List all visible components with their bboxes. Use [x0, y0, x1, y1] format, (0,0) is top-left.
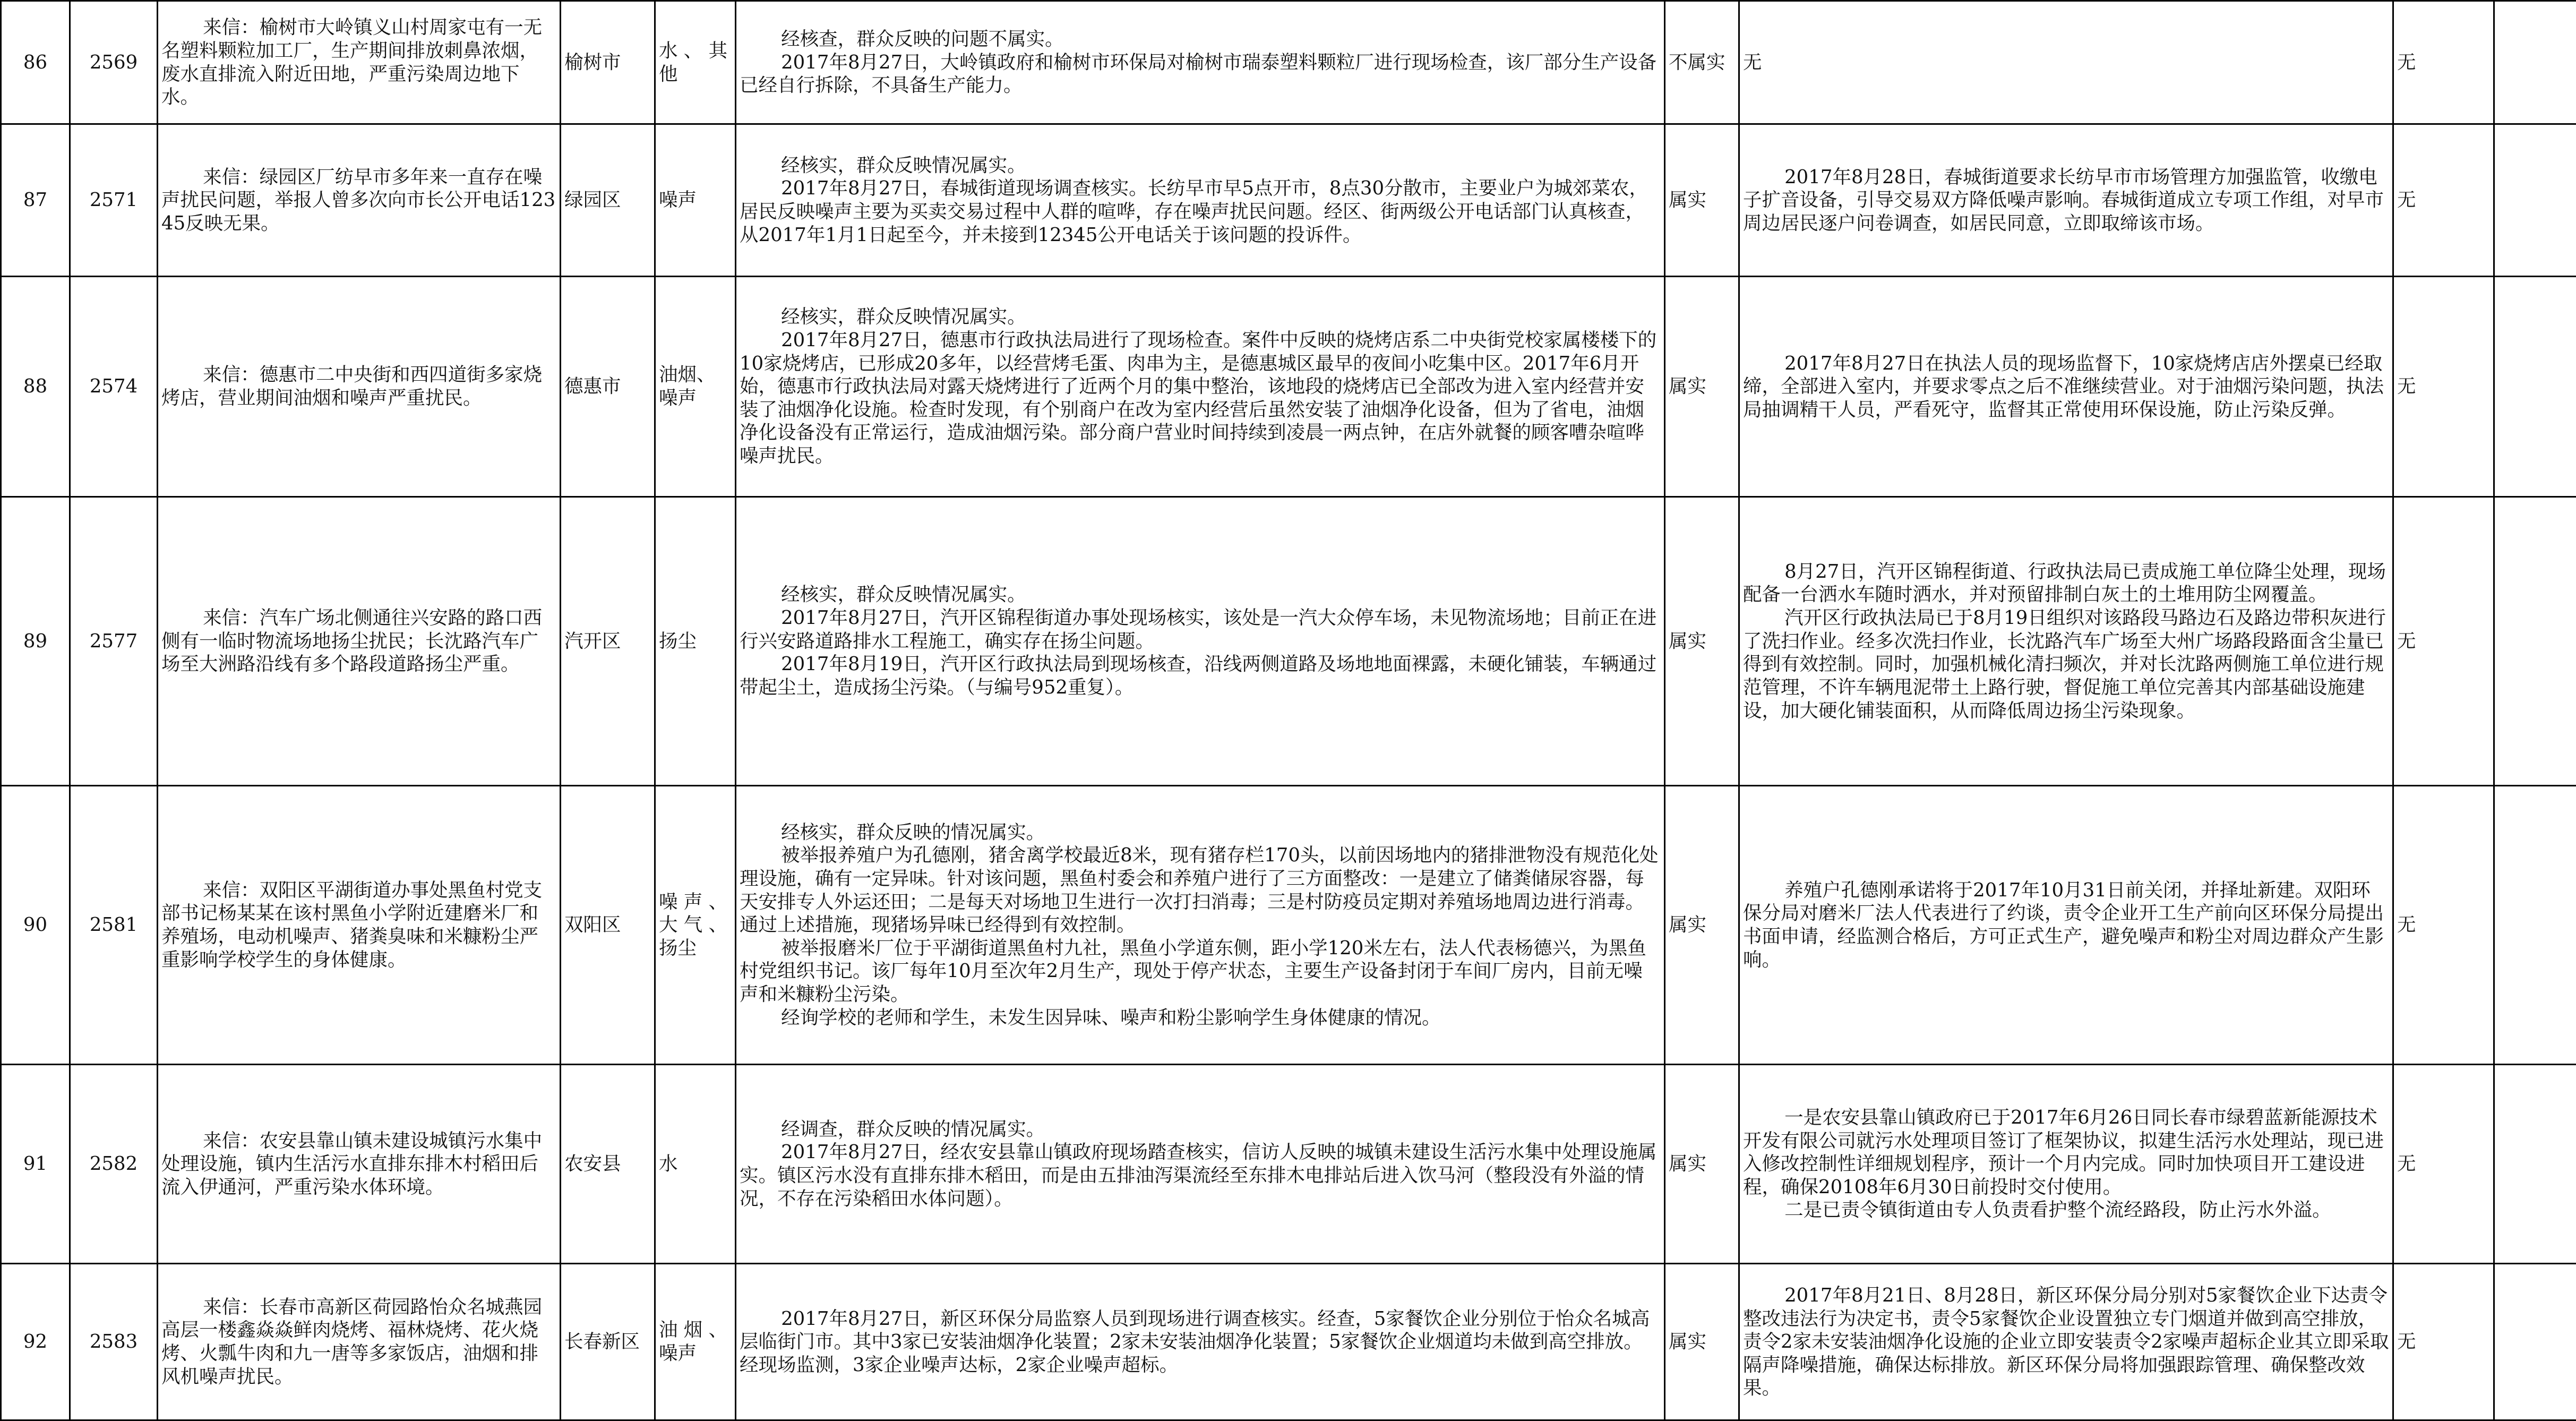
table-row [1, 277, 2576, 497]
case-number: 2583 [70, 1264, 158, 1420]
handling-result-paragraph: 二是已责令镇街道由专人负责看护整个流经路段，防止污水外溢。 [1743, 1199, 2389, 1222]
empty-cell [2494, 277, 2576, 497]
verdict: 不属实 [1665, 1, 1739, 124]
accountability: 无 [2393, 1065, 2494, 1264]
pollution-type: 噪 声 、大 气 、扬尘 [655, 786, 736, 1065]
empty-cell [2494, 786, 2576, 1065]
handling-result [1739, 1, 2393, 124]
handling-result-paragraph: 汽开区行政执法局已于8月19日组织对该路段马路边石及路边带积灰进行了洗扫作业。经多次洗扫作业，长沈路汽车广场至大州广场路段路面含尘量已得到有效控制。同时，加强机械化清扫频次，并对长沈路两侧施工单位进行规范管理，不许车辆甩泥带土上路行驶，督促施工单位完善其内部基础设施建设，加大硬化铺装面积，从而降低周边扬尘污染现象。 [1743, 606, 2389, 722]
row-index: 88 [1, 277, 70, 497]
complaint-text: 来信：双阳区平湖街道办事处黑鱼村党支部书记杨某某在该村黑鱼小学附近建磨米厂和养殖场，电动机噪声、猪粪臭味和米糠粉尘严重影响学校学生的身体健康。 [161, 879, 556, 972]
table-row [1, 1, 2576, 124]
complaint-content [158, 786, 561, 1065]
investigation-finding-paragraph: 2017年8月27日，春城街道现场调查核实。长纺早市早5点开市，8点30分散市，主要业户为城郊菜农，居民反映噪声主要为买卖交易过程中人群的喧哗，存在噪声扰民问题。经区、街两级公开电话部门认真核查，从2017年1月1日起至今，并未接到12345公开电话关于该问题的投诉件。 [740, 177, 1661, 246]
pollution-type: 噪声 [655, 124, 736, 277]
investigation-finding-paragraph: 被举报养殖户为孔德刚，猪舍离学校最近8米，现有猪存栏170头，以前因场地内的猪排泄物没有规范化处理设施，确有一定异味。针对该问题，黑鱼村委会和养殖户进行了三方面整改：一是建立了储粪储尿容器，每天安排专人外运还田；二是每天对场地卫生进行一次打扫消毒；三是村防疫员定期对养殖场地周边进行消毒。通过上述措施，现猪场异味已经得到有效控制。 [740, 844, 1661, 937]
investigation-finding-paragraph: 经核实，群众反映情况属实。 [740, 583, 1661, 606]
row-index: 86 [1, 1, 70, 124]
investigation-finding [736, 1264, 1665, 1420]
empty-cell [2494, 1065, 2576, 1264]
verdict: 属实 [1665, 1264, 1739, 1420]
case-number: 2581 [70, 786, 158, 1065]
pollution-type: 水 [655, 1065, 736, 1264]
investigation-finding-paragraph: 2017年8月27日，经农安县靠山镇政府现场踏查核实，信访人反映的城镇未建设生活污水集中处理设施属实。镇区污水没有直排东排木稻田，而是由五排油泻渠流经至东排木电排站后进入饮马河（整段没有外溢的情况，不存在污染稻田水体问题）。 [740, 1141, 1661, 1210]
complaint-content [158, 497, 561, 786]
investigation-finding-paragraph: 经核实，群众反映的情况属实。 [740, 821, 1661, 844]
complaint-text: 来信：绿园区厂纺早市多年来一直存在噪声扰民问题，举报人曾多次向市长公开电话12345反映无果。 [161, 166, 556, 235]
verdict: 属实 [1665, 786, 1739, 1065]
accountability: 无 [2393, 786, 2494, 1065]
table-row [1, 497, 2576, 786]
investigation-finding [736, 786, 1665, 1065]
investigation-finding-paragraph: 2017年8月19日，汽开区行政执法局到现场核查，沿线两侧道路及场地地面裸露，未硬化铺装，车辆通过带起尘土，造成扬尘污染。（与编号952重复）。 [740, 653, 1661, 699]
investigation-finding-paragraph: 经核查，群众反映的问题不属实。 [740, 28, 1661, 51]
complaint-text: 来信：汽车广场北侧通往兴安路的路口西侧有一临时物流场地扬尘扰民；长沈路汽车广场至大洲路沿线有多个路段道路扬尘严重。 [161, 606, 556, 676]
handling-result-paragraph: 8月27日，汽开区锦程街道、行政执法局已责成施工单位降尘处理，现场配备一台洒水车随时洒水，并对预留排制白灰土的土堆用防尘网覆盖。 [1743, 560, 2389, 606]
complaint-text: 来信：德惠市二中央街和西四道街多家烧烤店，营业期间油烟和噪声严重扰民。 [161, 363, 556, 409]
accountability: 无 [2393, 1, 2494, 124]
district: 农安县 [561, 1065, 655, 1264]
handling-result [1739, 1264, 2393, 1420]
investigation-finding-paragraph: 被举报磨米厂位于平湖街道黑鱼村九社，黑鱼小学道东侧，距小学120米左右，法人代表杨德兴，为黑鱼村党组织书记。该厂每年10月至次年2月生产，现处于停产状态，主要生产设备封闭于车间厂房内，目前无噪声和米糠粉尘污染。 [740, 937, 1661, 1006]
pollution-type: 油烟、噪声 [655, 277, 736, 497]
verdict: 属实 [1665, 1065, 1739, 1264]
investigation-finding-paragraph: 经核实，群众反映情况属实。 [740, 305, 1661, 329]
verdict: 属实 [1665, 497, 1739, 786]
handling-result [1739, 1065, 2393, 1264]
row-index: 92 [1, 1264, 70, 1420]
investigation-finding-paragraph: 经调查，群众反映的情况属实。 [740, 1118, 1661, 1141]
accountability: 无 [2393, 1264, 2494, 1420]
accountability: 无 [2393, 497, 2494, 786]
investigation-finding-paragraph: 2017年8月27日，汽开区锦程街道办事处现场核实，该处是一汽大众停车场，未见物流场地；目前正在进行兴安路道路排水工程施工，确实存在扬尘问题。 [740, 606, 1661, 653]
district: 德惠市 [561, 277, 655, 497]
case-number: 2571 [70, 124, 158, 277]
table-body [1, 1, 2576, 1420]
complaint-text: 来信：长春市高新区荷园路怡众名城燕园高层一楼鑫焱焱鲜肉烧烤、福林烧烤、花火烧烤、火瓢牛肉和九一唐等多家饭店，油烟和排风机噪声扰民。 [161, 1296, 556, 1389]
accountability: 无 [2393, 124, 2494, 277]
handling-result-paragraph: 一是农安县靠山镇政府已于2017年6月26日同长春市绿碧蓝新能源技术开发有限公司就污水处理项目签订了框架协议，拟建生活污水处理站，现已进入修改控制性详细规划程序，预计一个月内完成。同时加快项目开工建设进程，确保20108年6月30日前投时交付使用。 [1743, 1106, 2389, 1199]
case-number: 2574 [70, 277, 158, 497]
empty-cell [2494, 497, 2576, 786]
investigation-finding-paragraph: 经核实，群众反映情况属实。 [740, 154, 1661, 177]
investigation-finding-paragraph: 经询学校的老师和学生，未发生因异味、噪声和粉尘影响学生身体健康的情况。 [740, 1006, 1661, 1030]
investigation-finding [736, 1065, 1665, 1264]
empty-cell [2494, 124, 2576, 277]
complaint-content [158, 277, 561, 497]
handling-result [1739, 124, 2393, 277]
verdict: 属实 [1665, 124, 1739, 277]
district: 绿园区 [561, 124, 655, 277]
accountability: 无 [2393, 277, 2494, 497]
case-number: 2577 [70, 497, 158, 786]
case-number: 2569 [70, 1, 158, 124]
pollution-type: 油 烟 、噪声 [655, 1264, 736, 1420]
row-index: 90 [1, 786, 70, 1065]
handling-result [1739, 277, 2393, 497]
district: 汽开区 [561, 497, 655, 786]
handling-result-paragraph: 养殖户孔德刚承诺将于2017年10月31日前关闭，并择址新建。双阳环保分局对磨米厂法人代表进行了约谈，责令企业开工生产前向区环保分局提出书面申请，经监测合格后，方可正式生产，避免噪声和粉尘对周边群众产生影响。 [1743, 879, 2389, 972]
investigation-finding-paragraph: 2017年8月27日，大岭镇政府和榆树市环保局对榆树市瑞泰塑料颗粒厂进行现场检查，该厂部分生产设备已经自行拆除，不具备生产能力。 [740, 51, 1661, 97]
complaint-content [158, 1, 561, 124]
handling-result-paragraph: 2017年8月28日，春城街道要求长纺早市市场管理方加强监管，收缴电子扩音设备，引导交易双方降低噪声影响。春城街道成立专项工作组，对早市周边居民逐户问卷调查，如居民同意，立即取缔该市场。 [1743, 166, 2389, 235]
investigation-finding [736, 1, 1665, 124]
investigation-finding [736, 497, 1665, 786]
pollution-type: 水 、 其他 [655, 1, 736, 124]
complaint-content [158, 124, 561, 277]
investigation-finding-paragraph: 2017年8月27日，德惠市行政执法局进行了现场检查。案件中反映的烧烤店系二中央街党校家属楼楼下的10家烧烤店，已形成20多年，以经营烤毛蛋、肉串为主，是德惠城区最早的夜间小吃集中区。2017年6月开始，德惠市行政执法局对露天烧烤进行了近两个月的集中整治，该地段的烧烤店已全部改为进入室内经营并安装了油烟净化设施。检查时发现，有个别商户在改为室内经营后虽然安装了油烟净化设备，但为了省电，油烟净化设备没有正常运行，造成油烟污染。部分商户营业时间持续到凌晨一两点钟，在店外就餐的顾客嘈杂喧哗噪声扰民。 [740, 329, 1661, 468]
investigation-finding [736, 277, 1665, 497]
complaint-text: 来信：榆树市大岭镇义山村周家屯有一无名塑料颗粒加工厂，生产期间排放刺鼻浓烟，废水直排流入附近田地，严重污染周边地下水。 [161, 16, 556, 109]
table-row [1, 1065, 2576, 1264]
handling-result [1739, 497, 2393, 786]
empty-cell [2494, 1, 2576, 124]
complaint-content [158, 1065, 561, 1264]
row-index: 89 [1, 497, 70, 786]
table-row [1, 124, 2576, 277]
district: 双阳区 [561, 786, 655, 1065]
table-row [1, 1264, 2576, 1420]
handling-result-paragraph: 2017年8月21日、8月28日，新区环保分局分别对5家餐饮企业下达责令整改违法行为决定书，责令5家餐饮企业设置独立专门烟道并做到高空排放，责令2家未安装油烟净化设施的企业立即安装责令2家噪声超标企业其立即采取隔声降噪措施，确保达标排放。新区环保分局将加强跟踪管理、确保整改效果。 [1743, 1284, 2389, 1400]
verdict: 属实 [1665, 277, 1739, 497]
investigation-finding-paragraph: 2017年8月27日，新区环保分局监察人员到现场进行调查核实。经查，5家餐饮企业分别位于怡众名城高层临街门市。其中3家已安装油烟净化装置；2家未安装油烟净化装置；5家餐饮企业烟道均未做到高空排放。经现场监测，3家企业噪声达标，2家企业噪声超标。 [740, 1307, 1661, 1377]
row-index: 87 [1, 124, 70, 277]
empty-cell [2494, 1264, 2576, 1420]
district: 榆树市 [561, 1, 655, 124]
handling-result [1739, 786, 2393, 1065]
handling-result-paragraph: 2017年8月27日在执法人员的现场监督下，10家烧烤店店外摆桌已经取缔，全部进入室内，并要求零点之后不准继续营业。对于油烟污染问题，执法局抽调精干人员，严看死守，监督其正常使用环保设施，防止污染反弹。 [1743, 352, 2389, 422]
district: 长春新区 [561, 1264, 655, 1420]
complaint-content [158, 1264, 561, 1420]
pollution-type: 扬尘 [655, 497, 736, 786]
table-row [1, 786, 2576, 1065]
investigation-finding [736, 124, 1665, 277]
handling-result-paragraph: 无 [1743, 51, 2389, 74]
row-index: 91 [1, 1065, 70, 1264]
case-number: 2582 [70, 1065, 158, 1264]
complaint-text: 来信：农安县靠山镇未建设城镇污水集中处理设施，镇内生活污水直排东排木村稻田后流入伊通河，严重污染水体环境。 [161, 1129, 556, 1199]
